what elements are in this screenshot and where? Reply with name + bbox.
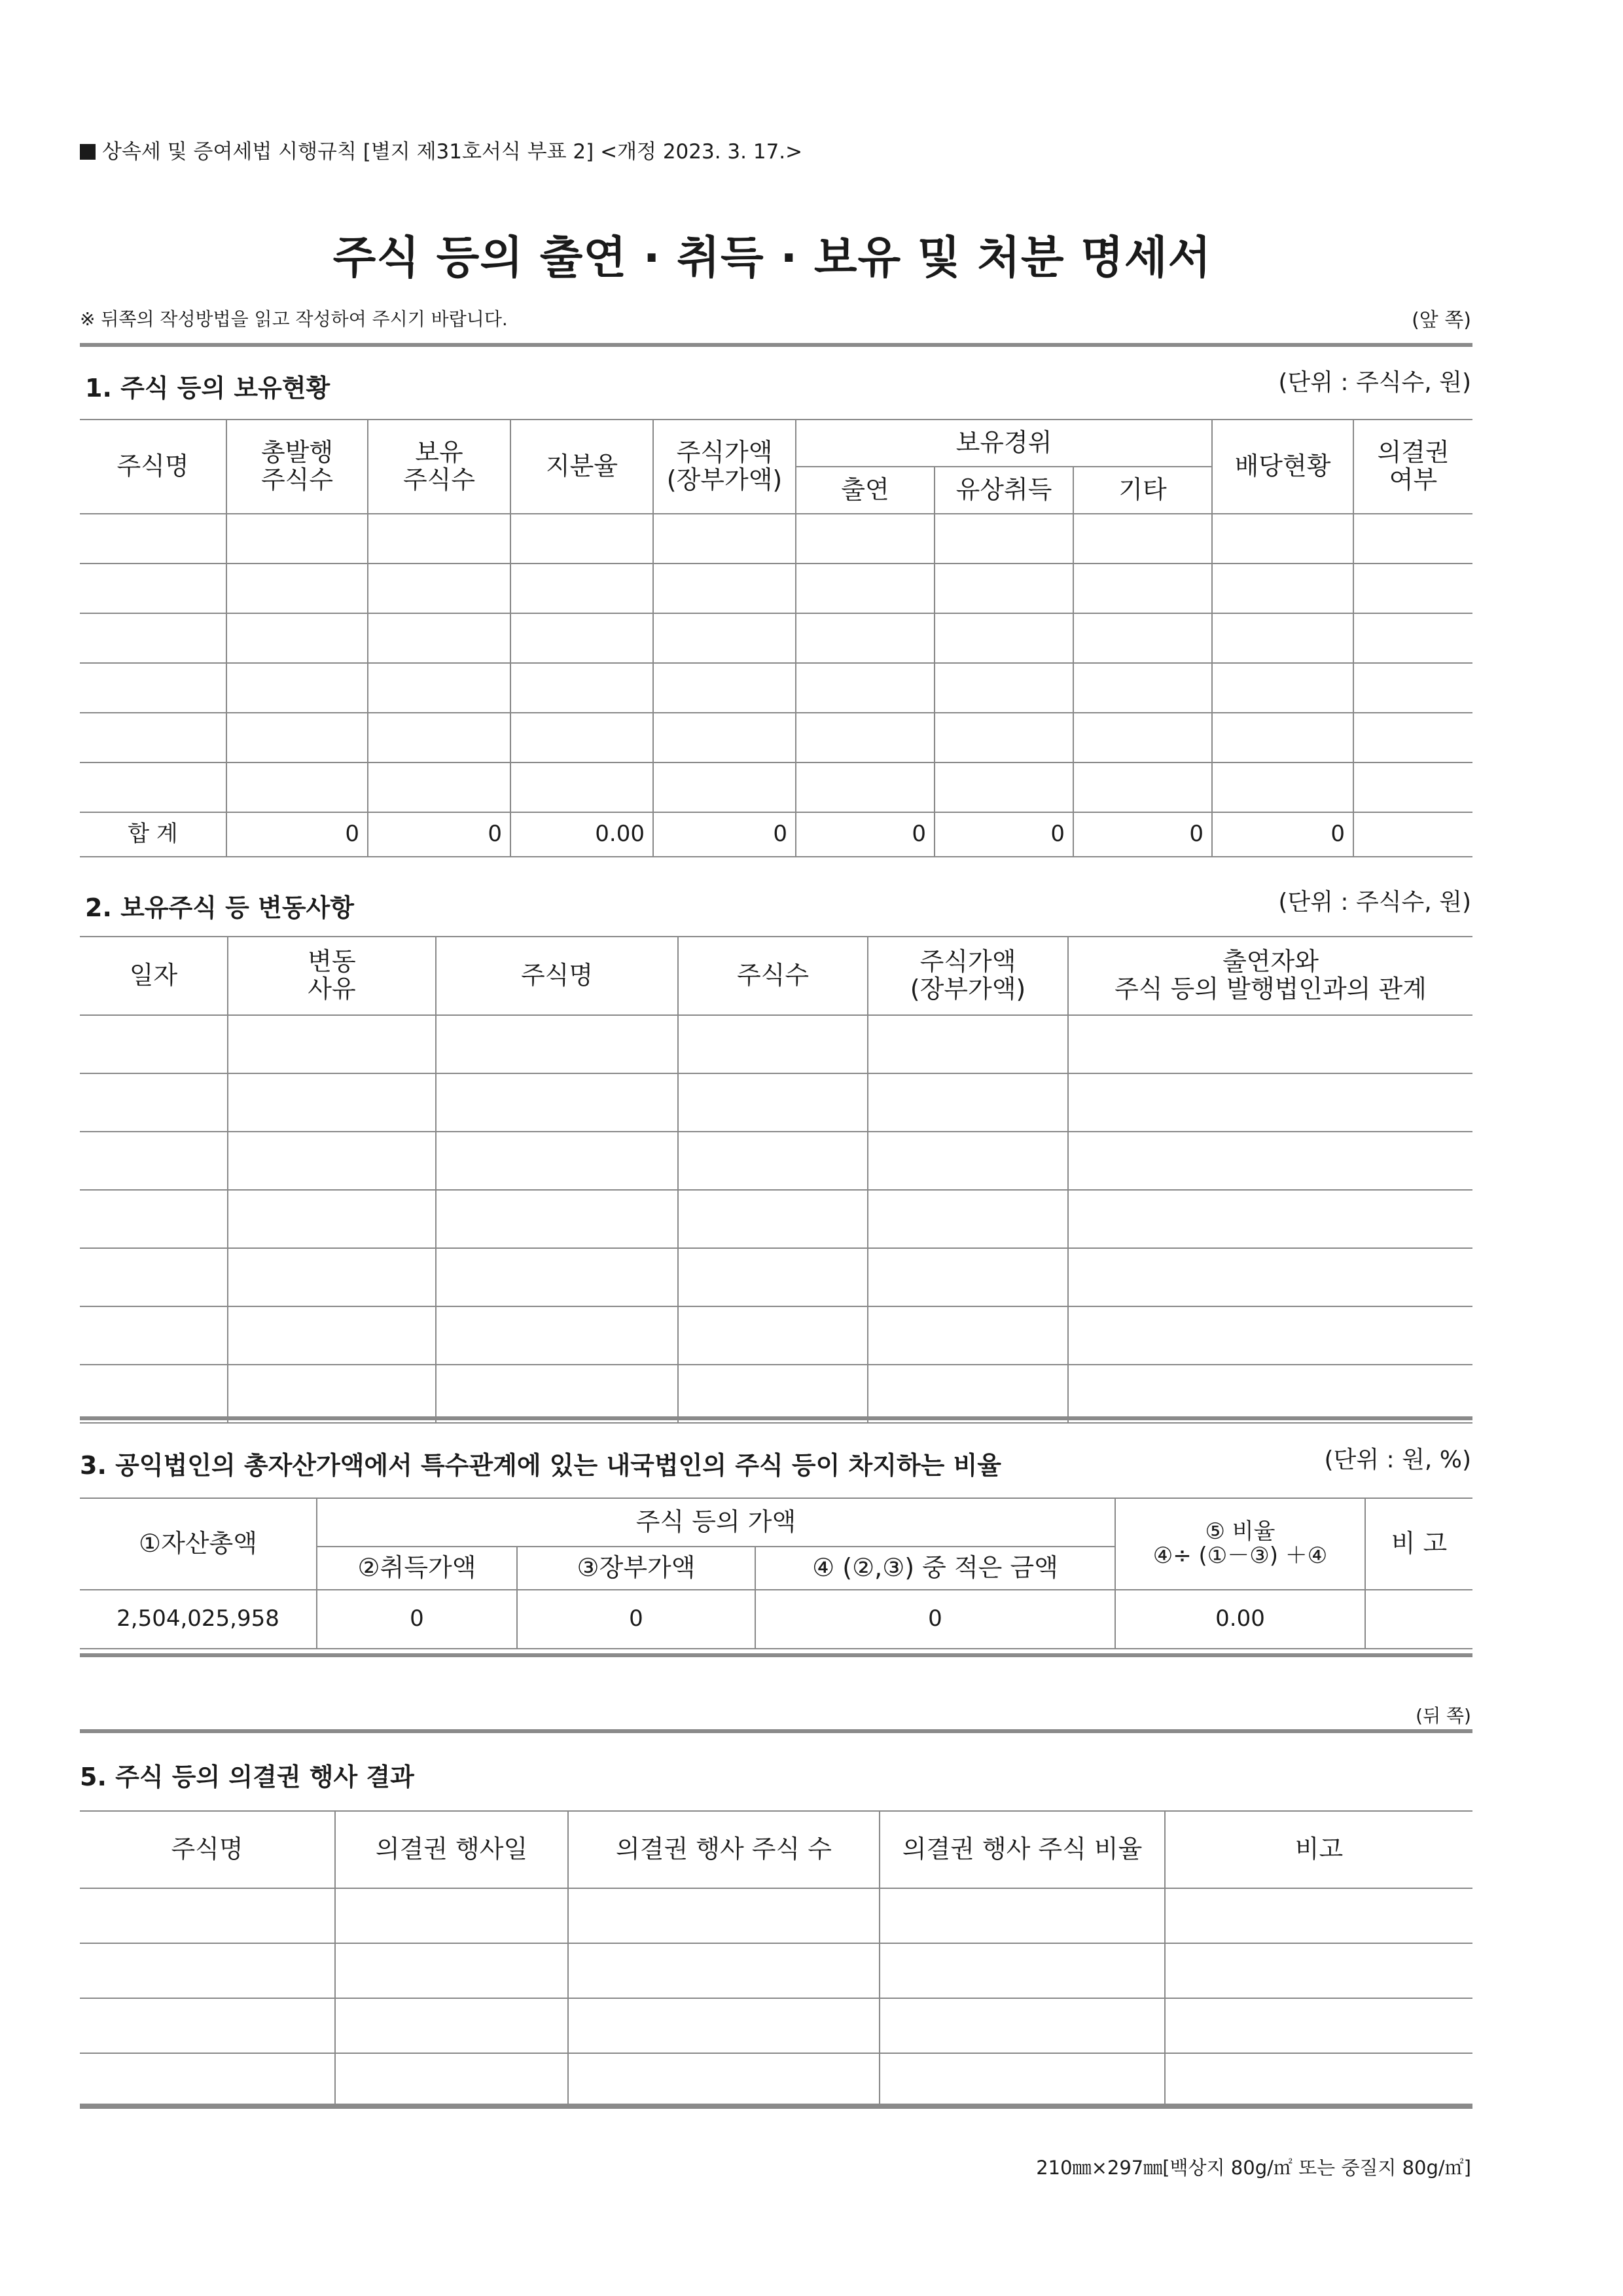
page-side-label: (앞 쪽) — [1412, 309, 1471, 332]
table-row[interactable] — [80, 1590, 1472, 1649]
table-row[interactable] — [80, 514, 1472, 564]
col-remark: 비고 — [1165, 1811, 1472, 1888]
col-holding-route: 보유경위 — [796, 420, 1212, 467]
total-value: 0 — [653, 812, 796, 857]
remark-value — [1365, 1590, 1472, 1649]
total-value: 0 — [226, 812, 368, 857]
total-row — [80, 812, 1472, 857]
back-side-label: (뒤 쪽) — [1416, 1705, 1471, 1727]
legal-reference-text: 상속세 및 증여세법 시행규칙 [별지 제31호서식 부표 2] <개정 2023. 3. 17.> — [102, 140, 803, 164]
acquisition-value: 0 — [317, 1590, 517, 1649]
col-relation: 출연자와 주식 등의 발행법인과의 관계 — [1068, 937, 1472, 1015]
col-voting-date: 의결권 행사일 — [335, 1811, 568, 1888]
col-stock-value-group: 주식 등의 가액 — [317, 1498, 1115, 1547]
table-row[interactable] — [80, 1073, 1472, 1132]
col-route-contribution: 출연 — [796, 467, 935, 514]
col-route-purchase: 유상취득 — [935, 467, 1073, 514]
total-value: 0 — [935, 812, 1073, 857]
col-dividend: 배당현황 — [1212, 420, 1353, 514]
table-row[interactable] — [80, 1015, 1472, 1073]
changes-table — [80, 936, 1472, 1424]
table-row[interactable] — [80, 1998, 1472, 2053]
divider — [80, 2104, 1472, 2108]
book-value: 0 — [517, 1590, 755, 1649]
table-row[interactable] — [80, 1943, 1472, 1998]
paper-spec-footer: 210㎜×297㎜[백상지 80g/㎡ 또는 중질지 80g/㎡] — [1036, 2157, 1471, 2179]
form-title: 주식 등의 출연 · 취득 · 보유 및 처분 명세서 — [332, 232, 1212, 284]
col-stock-name: 주식명 — [80, 420, 226, 514]
col-route-other: 기타 — [1073, 467, 1212, 514]
table-row[interactable] — [80, 1190, 1472, 1248]
table-row[interactable] — [80, 1306, 1472, 1365]
total-label: 합 계 — [80, 812, 226, 857]
table-row[interactable] — [80, 1888, 1472, 1943]
table-row[interactable] — [80, 713, 1472, 762]
table-row[interactable] — [80, 2053, 1472, 2108]
col-total-issued: 총발행 주식수 — [226, 420, 368, 514]
section3-unit: (단위 : 원, %) — [1324, 1446, 1471, 1473]
col-share-count: 주식수 — [678, 937, 868, 1015]
col-stock-value: 주식가액 (장부가액) — [868, 937, 1068, 1015]
total-value: 0 — [368, 812, 510, 857]
table-row[interactable] — [80, 762, 1472, 812]
section2-title: 2. 보유주식 등 변동사항 — [85, 893, 354, 922]
total-value: 0 — [796, 812, 935, 857]
col-change-reason: 변동 사유 — [228, 937, 436, 1015]
col-voting-share-count: 의결권 행사 주식 수 — [568, 1811, 880, 1888]
table-row[interactable] — [80, 1132, 1472, 1190]
section2-unit: (단위 : 주식수, 원) — [1278, 889, 1471, 916]
col-book-value: ③장부가액 — [517, 1547, 755, 1590]
divider — [80, 1416, 1472, 1420]
divider — [80, 1653, 1472, 1657]
col-stock-name: 주식명 — [80, 1811, 335, 1888]
ratio-table — [80, 1498, 1472, 1649]
section1-title: 1. 주식 등의 보유현황 — [85, 374, 330, 403]
col-stock-name: 주식명 — [436, 937, 678, 1015]
total-value — [1353, 812, 1472, 857]
holdings-table — [80, 419, 1472, 857]
section5-title: 5. 주식 등의 의결권 행사 결과 — [80, 1763, 414, 1791]
section1-unit: (단위 : 주식수, 원) — [1278, 369, 1471, 396]
col-voting-share-ratio: 의결권 행사 주식 비율 — [880, 1811, 1165, 1888]
col-total-assets: ①자산총액 — [80, 1498, 317, 1590]
total-value: 0 — [1212, 812, 1353, 857]
ratio-value: 0.00 — [1115, 1590, 1365, 1649]
col-holding-shares: 보유 주식수 — [368, 420, 510, 514]
table-row[interactable] — [80, 613, 1472, 663]
table-row[interactable] — [80, 564, 1472, 613]
col-ratio: ⑤ 비율 ④÷ (①－③) ＋④ — [1115, 1498, 1365, 1590]
col-ownership-ratio: 지분율 — [510, 420, 653, 514]
col-acquisition-value: ②취득가액 — [317, 1547, 517, 1590]
col-voting-right: 의결권 여부 — [1353, 420, 1472, 514]
total-assets-value: 2,504,025,958 — [80, 1590, 317, 1649]
table-row[interactable] — [80, 663, 1472, 713]
col-lesser-amount: ④ (②,③) 중 적은 금액 — [755, 1547, 1115, 1590]
col-date: 일자 — [80, 937, 228, 1015]
total-value: 0 — [1073, 812, 1212, 857]
divider — [80, 1729, 1472, 1733]
legal-reference — [80, 135, 802, 164]
voting-table — [80, 1810, 1472, 2109]
col-stock-value: 주식가액 (장부가액) — [653, 420, 796, 514]
instruction-note: ※ 뒤쪽의 작성방법을 읽고 작성하여 주시기 바랍니다. — [80, 308, 508, 330]
lesser-amount-value: 0 — [755, 1590, 1115, 1649]
table-row[interactable] — [80, 1248, 1472, 1306]
total-value: 0.00 — [510, 812, 653, 857]
section3-title: 3. 공익법인의 총자산가액에서 특수관계에 있는 내국법인의 주식 등이 차지하는 비율 — [80, 1451, 1002, 1480]
table-row[interactable] — [80, 1365, 1472, 1423]
col-remark: 비 고 — [1365, 1498, 1472, 1590]
square-bullet-icon — [80, 144, 96, 160]
divider — [80, 343, 1472, 347]
